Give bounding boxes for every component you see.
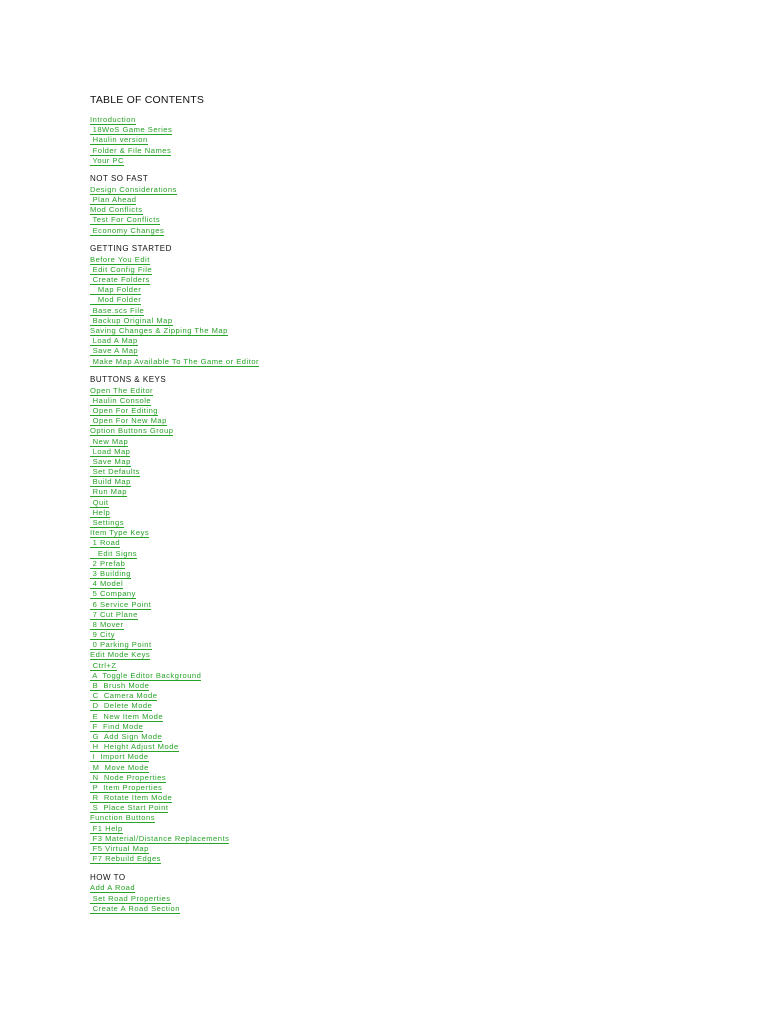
toc-link[interactable] <box>90 701 730 711</box>
toc-link-list <box>90 386 730 865</box>
toc-link-text: Set Defaults <box>90 467 140 477</box>
section-heading: HOW TO <box>90 872 126 882</box>
toc-link-text: 0 Parking Point <box>90 640 152 650</box>
toc-link[interactable] <box>90 630 730 640</box>
toc-link[interactable] <box>90 498 730 508</box>
toc-link-text: Settings <box>90 518 125 528</box>
toc-link-text: Mod Folder <box>90 295 142 305</box>
toc-link-text: 2 Prefab <box>90 558 126 568</box>
toc-link-text: Before You Edit <box>90 254 150 264</box>
toc-link-text: R Rotate Item Mode <box>90 793 173 803</box>
toc-link-list <box>90 115 730 166</box>
toc-link[interactable] <box>90 396 730 406</box>
toc-link-text: Base.scs File <box>90 305 145 315</box>
toc-link-text: Edit Signs <box>90 548 138 558</box>
toc-link-text: 3 Building <box>90 568 131 578</box>
toc-link-text: Load Map <box>90 446 131 456</box>
toc-link-text: Save A Map <box>90 346 139 356</box>
toc-link[interactable] <box>90 357 730 367</box>
toc-link-text: S Place Start Point <box>90 803 169 813</box>
toc-link-text: 9 City <box>90 630 116 640</box>
toc-link[interactable] <box>90 135 730 145</box>
toc-link-text: F Find Mode <box>90 721 144 731</box>
toc-section <box>90 174 730 235</box>
toc-link[interactable] <box>90 316 730 326</box>
toc-link-text: A Toggle Editor Background <box>90 670 202 680</box>
toc-link-text: Make Map Available To The Game or Editor <box>90 356 260 366</box>
toc-section <box>90 115 730 166</box>
toc-link[interactable] <box>90 487 730 497</box>
toc-link[interactable] <box>90 620 730 630</box>
toc-link[interactable] <box>90 215 730 225</box>
toc-section <box>90 873 730 914</box>
toc-section <box>90 244 730 366</box>
toc-link-text: 4 Model <box>90 579 124 589</box>
toc-link-text: Haulin Console <box>90 395 152 405</box>
toc-link-text: Backup Original Map <box>90 315 173 325</box>
toc-link[interactable] <box>90 894 730 904</box>
toc-link[interactable] <box>90 773 730 783</box>
toc-link-text: Create Folders <box>90 275 150 285</box>
toc-link[interactable] <box>90 844 730 854</box>
toc-link-text: Ctrl+Z <box>90 660 117 670</box>
toc-link[interactable] <box>90 285 730 295</box>
toc-link[interactable] <box>90 528 730 538</box>
toc-link[interactable] <box>90 589 730 599</box>
toc-link[interactable] <box>90 336 730 346</box>
toc-link[interactable] <box>90 824 730 834</box>
toc-link-text: Help <box>90 507 111 517</box>
toc-link-text: Economy Changes <box>90 225 165 235</box>
toc-link[interactable] <box>90 559 730 569</box>
toc-link[interactable] <box>90 275 730 285</box>
toc-link-text: Plan Ahead <box>90 195 137 205</box>
toc-link[interactable] <box>90 205 730 215</box>
toc-link[interactable] <box>90 691 730 701</box>
toc-link-text: Save Map <box>90 456 131 466</box>
toc-link[interactable] <box>90 508 730 518</box>
toc-link-text: Edit Config File <box>90 264 153 274</box>
toc-link[interactable] <box>90 763 730 773</box>
toc-link[interactable] <box>90 185 730 195</box>
toc-link[interactable] <box>90 406 730 416</box>
toc-link[interactable] <box>90 467 730 477</box>
toc-link[interactable] <box>90 125 730 135</box>
toc-link[interactable] <box>90 610 730 620</box>
toc-link[interactable] <box>90 346 730 356</box>
toc-link-text: Design Considerations <box>90 184 177 194</box>
toc-link-text: Edit Mode Keys <box>90 650 151 660</box>
toc-link[interactable] <box>90 650 730 660</box>
section-heading: BUTTONS & KEYS <box>90 375 167 385</box>
toc-link-text: Open For New Map <box>90 416 167 426</box>
toc-sections <box>90 115 730 914</box>
toc-link[interactable] <box>90 712 730 722</box>
toc-link[interactable] <box>90 265 730 275</box>
toc-link[interactable] <box>90 742 730 752</box>
toc-link-text: Folder & File Names <box>90 145 172 155</box>
toc-link[interactable] <box>90 386 730 396</box>
toc-link-text: Item Type Keys <box>90 528 150 538</box>
toc-link[interactable] <box>90 477 730 487</box>
toc-section <box>90 375 730 864</box>
toc-link[interactable] <box>90 156 730 166</box>
toc-link[interactable] <box>90 226 730 236</box>
toc-link[interactable] <box>90 426 730 436</box>
toc-link-text: Test For Conflicts <box>90 215 161 225</box>
toc-link[interactable] <box>90 722 730 732</box>
toc-link[interactable] <box>90 295 730 305</box>
toc-title: TABLE OF CONTENTS <box>90 94 205 106</box>
toc-link[interactable] <box>90 671 730 681</box>
toc-link-text: F5 Virtual Map <box>90 844 149 854</box>
toc-link-text: New Map <box>90 436 129 446</box>
toc-link-text: Option Buttons Group <box>90 426 174 436</box>
section-heading: NOT SO FAST <box>90 174 149 184</box>
toc-link-list <box>90 255 730 367</box>
toc-link-text: C Camera Mode <box>90 691 158 701</box>
toc-link[interactable] <box>90 115 730 125</box>
toc-link[interactable] <box>90 793 730 803</box>
document-page <box>90 93 730 914</box>
toc-link[interactable] <box>90 146 730 156</box>
toc-link[interactable] <box>90 904 730 914</box>
toc-link-text: Haulin version <box>90 135 148 145</box>
toc-link-text: D Delete Mode <box>90 701 153 711</box>
toc-link-text: M Move Mode <box>90 762 149 772</box>
toc-link[interactable] <box>90 195 730 205</box>
toc-link-text: F1 Help <box>90 823 123 833</box>
toc-link[interactable] <box>90 549 730 559</box>
toc-link-text: Function Buttons <box>90 813 155 823</box>
toc-link-text: N Node Properties <box>90 772 167 782</box>
toc-link-text: E New Item Mode <box>90 711 164 721</box>
toc-link-text: 7 Cut Plane <box>90 609 138 619</box>
toc-link-text: 6 Service Point <box>90 599 152 609</box>
toc-link-text: 18WoS Game Series <box>90 125 173 135</box>
toc-link[interactable] <box>90 752 730 762</box>
toc-link-text: F7 Rebuild Edges <box>90 854 161 864</box>
toc-link-text: Introduction <box>90 115 136 124</box>
toc-link-text: Your PC <box>90 155 124 165</box>
toc-link-text: Run Map <box>90 487 127 497</box>
toc-link[interactable] <box>90 255 730 265</box>
toc-link[interactable] <box>90 661 730 671</box>
toc-link-text: Mod Conflicts <box>90 205 143 215</box>
toc-link[interactable] <box>90 437 730 447</box>
toc-link-text: Build Map <box>90 477 131 487</box>
toc-link-text: B Brush Mode <box>90 681 150 691</box>
toc-link[interactable] <box>90 538 730 548</box>
toc-link[interactable] <box>90 681 730 691</box>
toc-link[interactable] <box>90 883 730 893</box>
toc-link[interactable] <box>90 579 730 589</box>
toc-link-text: Quit <box>90 497 109 507</box>
toc-link-text: 1 Road <box>90 538 121 548</box>
section-heading: GETTING STARTED <box>90 244 172 254</box>
toc-link-list <box>90 185 730 236</box>
toc-link-text: 5 Company <box>90 589 136 599</box>
toc-link-text: G Add Sign Mode <box>90 731 163 741</box>
toc-link-text: Open For Editing <box>90 405 159 415</box>
toc-link-text: Create A Road Section <box>90 903 180 913</box>
toc-link[interactable] <box>90 640 730 650</box>
toc-link-text: Load A Map <box>90 336 138 346</box>
toc-link-text: Set Road Properties <box>90 893 171 903</box>
toc-link-text: P Item Properties <box>90 782 163 792</box>
toc-link[interactable] <box>90 416 730 426</box>
toc-link-text: 8 Mover <box>90 619 124 629</box>
toc-link-text: Saving Changes & Zipping The Map <box>90 325 228 335</box>
toc-link-text: I Import Mode <box>90 752 149 762</box>
toc-link-list <box>90 883 730 914</box>
toc-link-text: Open The Editor <box>90 385 154 395</box>
toc-link-text: Map Folder <box>90 285 142 295</box>
toc-link-text: F3 Material/Distance Replacements <box>90 833 230 843</box>
toc-link[interactable] <box>90 834 730 844</box>
toc-link[interactable] <box>90 457 730 467</box>
toc-link[interactable] <box>90 447 730 457</box>
toc-link-text: Add A Road <box>90 883 136 893</box>
toc-link-text: H Height Adjust Mode <box>90 742 179 752</box>
toc-link[interactable] <box>90 569 730 579</box>
toc-link[interactable] <box>90 732 730 742</box>
toc-link[interactable] <box>90 854 730 864</box>
toc-link[interactable] <box>90 600 730 610</box>
toc-link[interactable] <box>90 783 730 793</box>
toc-link[interactable] <box>90 326 730 336</box>
toc-link[interactable] <box>90 306 730 316</box>
toc-link[interactable] <box>90 803 730 813</box>
toc-link[interactable] <box>90 813 730 823</box>
toc-link[interactable] <box>90 518 730 528</box>
